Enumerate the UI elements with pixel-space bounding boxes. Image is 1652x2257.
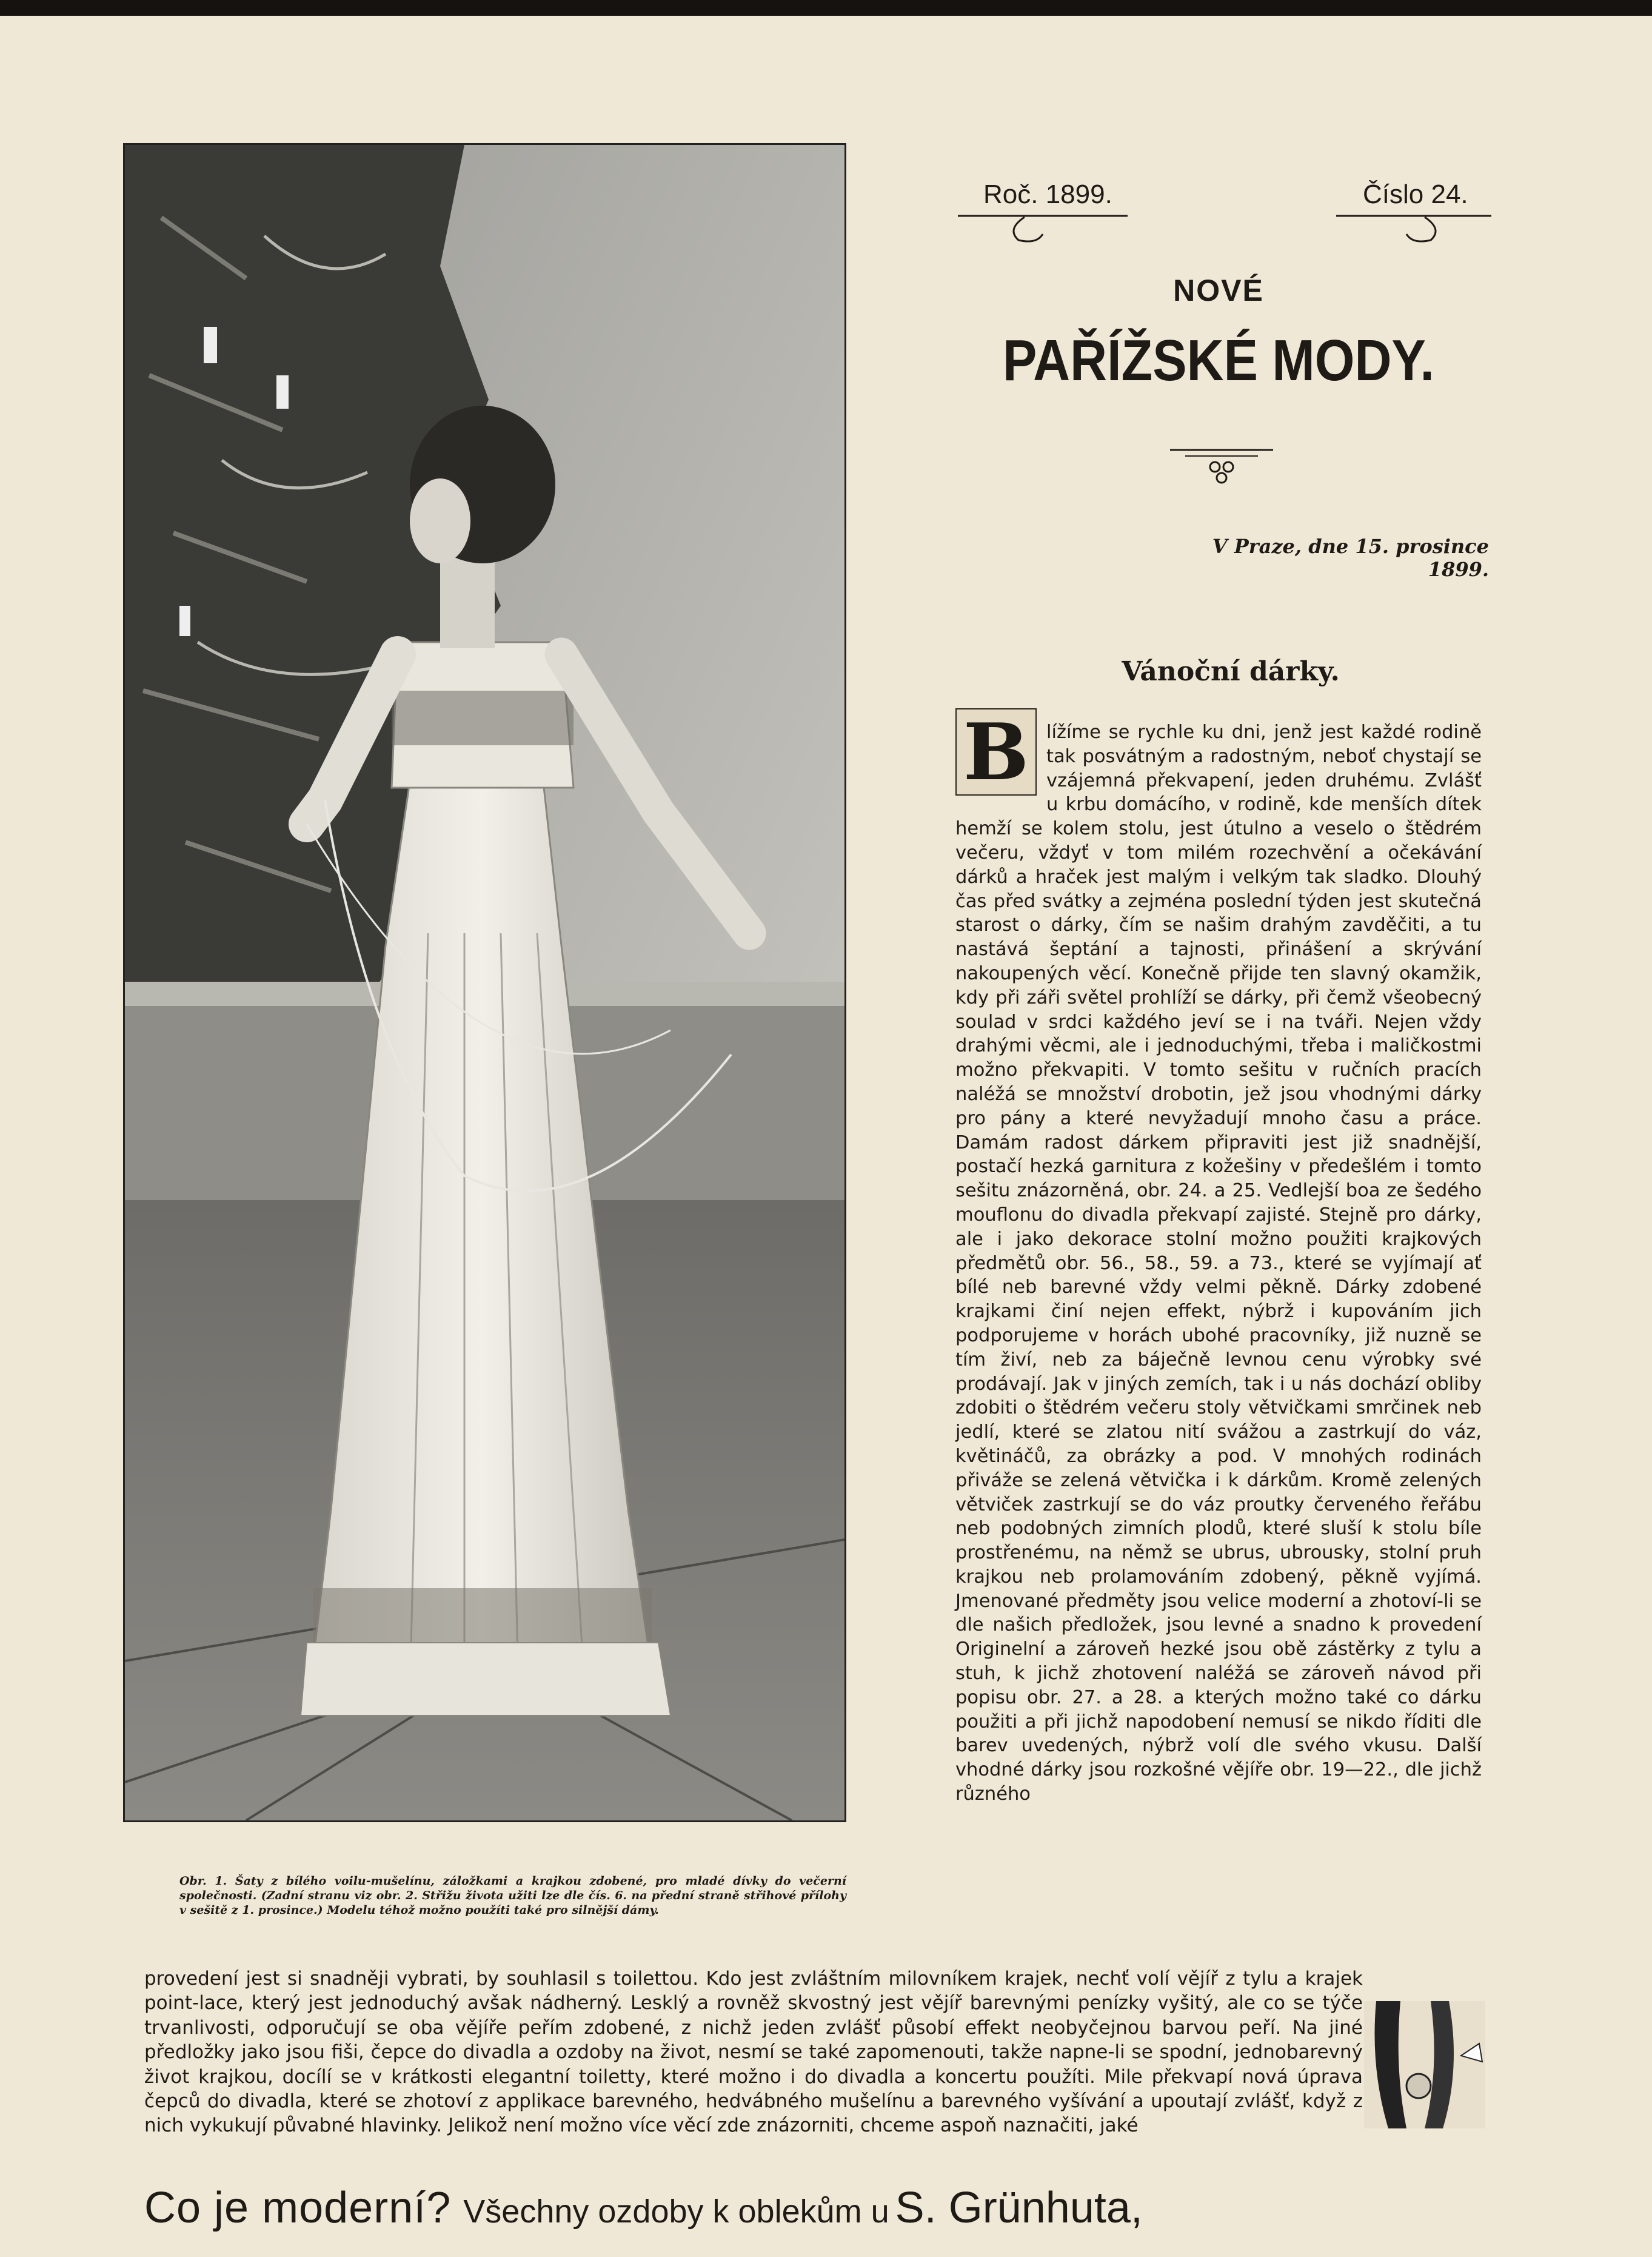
masthead-title: PAŘÍŽSKÉ MODY. — [1003, 328, 1434, 393]
dateline: V Praze, dne 15. prosince 1899. — [1212, 535, 1489, 581]
volume-year: Roč. 1899. — [983, 179, 1112, 209]
article-continuation: provedení jest si snadněji vybrati, by souhlasil s toilettou. Kdo jest zvláštním milovníkem krajek, nechť volí vějíř z tylu a krajek point-lace, který jest jednoduchý avšak nádherný. Lesklý a rovněž skvostný jest vějíř barevnými penízky vyšitý, ale co se týče trvanlivosti, odporučují se oba vějíře peřím zdobené, z nichž jeden zvlášť působí effekt neobyčejnou barvou peří. Na jiné předložky jako jsou fiši, čepce do divadla a ozdoby na život, nesmí se také zapomenouti, takže napne-li se spodní, jednobarevný život krajkou, docílí se v krátkosti elegantní toiletty, které možno i do divadla a koncertu použíti. Mile překvapí nová úprava čepců do divadla, které se zhotoví z applikace barevného, hedvábného mušelínu a barevného vyšívání a upoutají zvlášť, když z nich vykukují půvabné hlavinky. Jelikož není možno více věcí zde znázorniti, chceme aspoň naznačiti, jaké — [144, 1968, 1363, 2137]
header-ornament — [958, 211, 1491, 247]
drop-cap-space — [955, 720, 1046, 794]
advertisement — [144, 2183, 1539, 2233]
fan-vignette — [1358, 1995, 1491, 2135]
article-body — [955, 720, 1482, 1806]
title-ornament — [1170, 448, 1273, 490]
ad-text: Všechny ozdoby k oblekům u — [463, 2193, 889, 2230]
drop-cap-letter: B — [963, 707, 1029, 798]
masthead-line1: NOVÉ — [1173, 273, 1264, 307]
ad-question: Co je moderní? — [144, 2184, 452, 2232]
fashion-illustration — [123, 143, 846, 1822]
illustration-drawing — [125, 145, 844, 1820]
figure-caption: Obr. 1. Šaty z bílého voilu-mušelínu, záložkami a krajkou zdobené, pro mladé dívky do večerní společnosti. (Zadní stranu viz obr. 2. Střižu života užiti lze dle čís. 6. na přední straně střihové přílohy v sešitě z 1. prosince.) Modelu téhož možno použíti také pro silnější dámy. — [179, 1874, 846, 1917]
article-body-text: lížíme se rychle ku dni, jenž jest každé rodině tak posvátným a radostným, neboť chystají se vzájemná překvapení, jeden druhému. Zvlášť u krbu domácího, v rodině, kde menších dítek hemží se kolem stolu, jest útulno a veselo o štědrém večeru, vždyť v tom milém rozechvění a očekávání dárků a hraček jest malým i velkým tak sladko. Dlouhý čas před svátky a zejména poslední týden jest skutečná starost o dárky, čím se našim drahým zavděčiti, a tu nastává šeptání a tajnosti, přinášení a skrývání nakoupených věcí. Konečně přijde ten slavný okamžik, kdy při záři světel prohlíží se dárky, při čemž všeobecný soulad v srdci každého jeví se i na tváři. Nejen vždy drahými věcmi, ale i jednoduchými, třeba i maličkostmi možno překvapiti. V tomto sešitu v ručních pracích naléžá se množství drobotin, jež jsou vhodnými dárky pro pány a které nevyžadují mnoho času a práce. Damám radost dárkem připraviti jest již snadnější, postačí hezká garnitura z kožešiny v předešlém i tomto sešitu znázorněná, obr. 24. a 25. Vedlejší boa ze šedého mouflonu do divadla překvapí zajisté. Stejně pro dárky, ale i jako dekorace stolní možno použiti krajkových předmětů obr. 56., 58., 59. a 73., které se vyjímají ať bílé neb barevné vždy velmi pěkně. Dárky zdobené krajkami činí nejen effekt, nýbrž i kupováním jich podporujeme v horách ubohé pracovníky, již nuzně se tím živí, neb za báječně levnou cenu výrobky své prodávají. Jak v jiných zemích, tak i u nás dochází obliby zdobiti o štědrém večeru stoly větvičkami smrčinek neb jedlí, které se zlatou nití svážou a zastrkují do váz, květináčů, za obrázky a pod. V mnohých rodinách přiváže se zelená větvička i k dárkům. Kromě zelených větviček zastrkují se do váz proutky červeného řeřábu neb podobných zimních plodů, které sluší k stolu bíle prostřenému, na němž se ubrus, ubrousky, stolní pruh krajkou neb prolamováním zdobený, pěkně vyjímá. Jmenované předměty jsou velice moderní a zhotoví-li se dle našich předložek, jsou levné a snadno k provedení Originelní a zároveň hezké jsou obě zástěrky z tylu a stuh, k jichž zhotovení naléžá se zároveň návod při popisu obr. 27. a 28. a kterých možno také co dárku použiti a při jichž napodobení nemusí se nikdo říditi dle barev uvedených, nýbrž volí dle svého vkusu. Další vhodné dárky jsou rozkošné vějíře obr. 19—22., dle jichž různého — [955, 722, 1482, 1805]
article-title: Vánoční dárky. — [1122, 656, 1340, 687]
ad-company: S. Grünhuta, — [895, 2184, 1143, 2232]
issue-number: Číslo 24. — [1363, 179, 1468, 209]
